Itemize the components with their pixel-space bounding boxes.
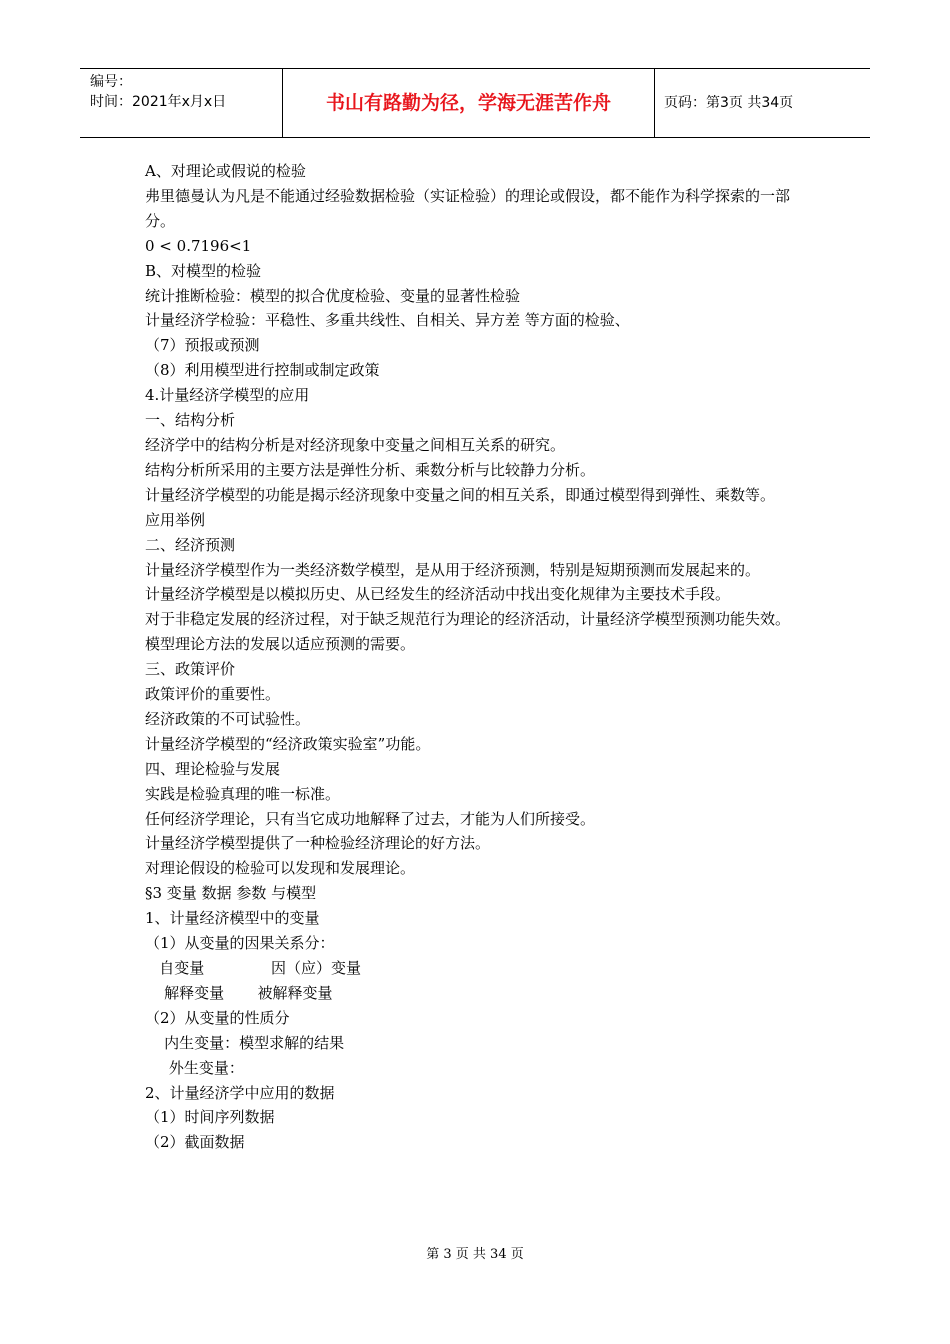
header-motto: 书山有路勤为径，学海无涯苦作舟 [325,92,611,114]
list-item-7: （7）预报或预测 [145,336,260,355]
subsection-heading-2: 二、经济预测 [145,535,236,554]
section-heading-3: §3 变量 数据 参数 与模型 [145,884,317,903]
paragraph-statistical-test: 统计推断检验：模型的拟合优度检验、变量的显著性检验 [145,286,521,305]
page-footer [0,1246,950,1264]
list-item: （2）截面数据 [145,1133,245,1152]
paragraph: 计量经济学模型的功能是揭示经济现象中变量之间的相互关系，即通过模型得到弹性、乘数等。 [145,485,776,504]
list-item: （1）从变量的因果关系分： [145,934,335,953]
subsection-heading-1: 一、结构分析 [145,411,236,430]
list-item: 内生变量：模型求解的结果 [145,1033,345,1052]
list-item: 解释变量 被解释变量 [145,983,333,1002]
paragraph: 对于非稳定发展的经济过程，对于缺乏规范行为理论的经济活动，计量经济学模型预测功能失效。 [145,610,791,629]
paragraph: 实践是检验真理的唯一标准。 [145,784,341,803]
paragraph: 计量经济学模型的“经济政策实验室”功能。 [145,734,431,753]
document-number-label: 编号： [90,74,132,90]
inequality-line: 0 < 0.7196<1 [145,236,252,255]
paragraph-econometric-test: 计量经济学检验：平稳性、多重共线性、自相关、异方差 等方面的检验、 [145,311,630,330]
paragraph: 计量经济学模型提供了一种检验经济理论的好方法。 [145,834,491,853]
heading-data: 2、计量经济学中应用的数据 [145,1083,335,1102]
paragraph: 计量经济学模型是以模拟历史、从已经发生的经济活动中找出变化规律为主要技术手段。 [145,585,731,604]
subsection-heading-4: 四、理论检验与发展 [145,759,281,778]
paragraph: 任何经济学理论，只有当它成功地解释了过去，才能为人们所接受。 [145,809,596,828]
list-item-8: （8）利用模型进行控制或制定政策 [145,361,380,380]
section-heading-a: A、对理论或假说的检验 [145,162,306,180]
section-heading-b: B、对模型的检验 [145,261,262,280]
paragraph: 应用举例 [145,510,206,529]
heading-variables: 1、计量经济模型中的变量 [145,909,320,928]
paragraph: 对理论假设的检验可以发现和发展理论。 [145,859,416,878]
list-item: （2）从变量的性质分 [145,1008,290,1027]
document-body [145,159,817,1155]
header-page-number: 页码：第3页 共34页 [664,95,794,111]
paragraph: 结构分析所采用的主要方法是弹性分析、乘数分析与比较静力分析。 [145,460,596,479]
paragraph: 经济学中的结构分析是对经济现象中变量之间相互关系的研究。 [145,435,566,454]
paragraph: 政策评价的重要性。 [145,685,281,704]
header-meta [90,72,280,112]
list-item: 自变量 因（应）变量 [145,959,362,977]
footer-page-number: 第 3 页 共 34 页 [426,1247,524,1262]
page-header [80,68,870,138]
header-divider-right [654,69,655,137]
document-time-label: 时间：2021年x月x日 [90,94,227,110]
paragraph: 模型理论方法的发展以适应预测的需要。 [145,635,416,654]
list-item: 外生变量： [145,1058,244,1077]
paragraph: 计量经济学模型作为一类经济数学模型，是从用于经济预测，特别是短期预测而发展起来的。 [145,560,761,579]
section-heading-4: 4.计量经济学模型的应用 [145,386,310,405]
paragraph-friedman: 弗里德曼认为凡是不能通过经验数据检验（实证检验）的理论或假设，都不能作为科学探索的一部分。 [145,186,791,230]
list-item: （1）时间序列数据 [145,1108,275,1127]
subsection-heading-3: 三、政策评价 [145,660,236,679]
paragraph: 经济政策的不可试验性。 [145,709,311,728]
